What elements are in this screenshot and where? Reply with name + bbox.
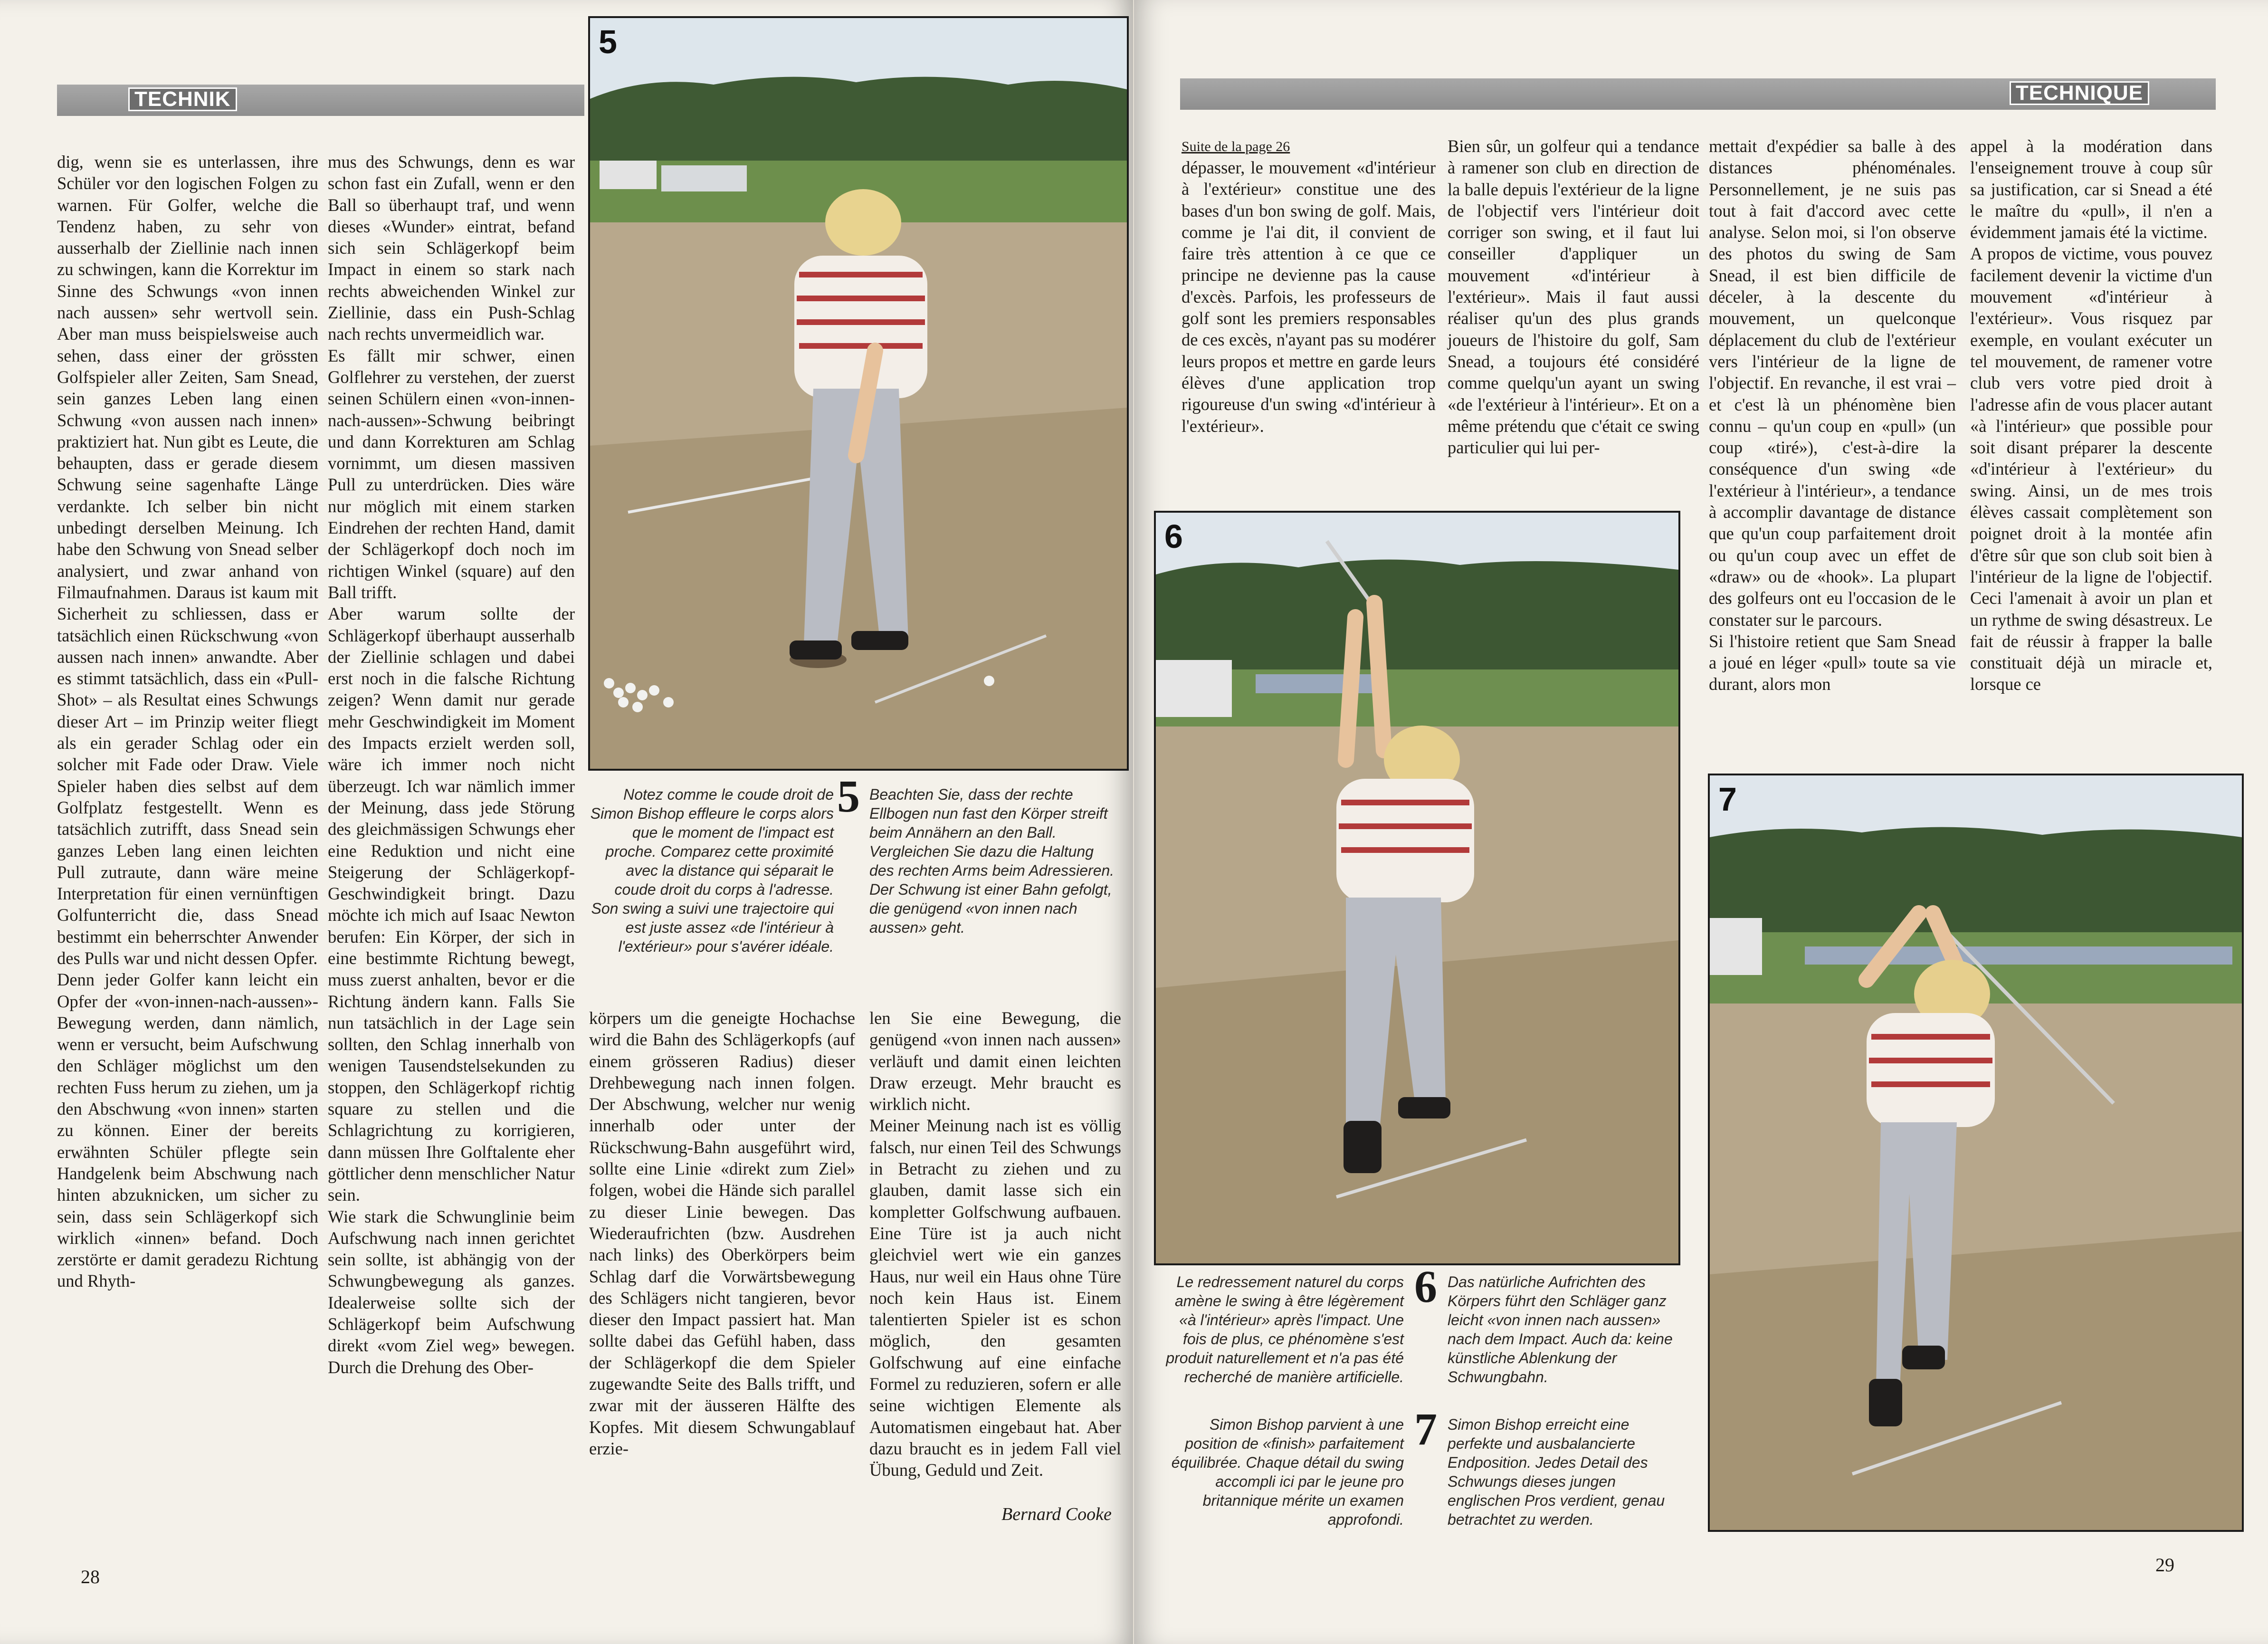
photo-number: 5	[599, 23, 617, 60]
paragraph: Denn jeder Golfer kann leicht ein Opfer der «von-innen-nach-aussen»-Bewegung werden, dann nämlich, wenn er versucht, beim Aufschwung den Schläger möglichst um den rechten Fuss herum zu ziehen, um ja den Abschwung «von innen» starten zu können. Einer der bereits erwähnten Schüler pflegte sein Handgelenk beim Abschwung nach hinten abzuknicken, um sicher zu sein, dass sein Schlägerkopf sich wirklich «innen» befand. Doch zerstörte er damit geradezu Richtung und Rhyth-	[57, 970, 318, 1291]
paragraph: Bien sûr, un golfeur qui a tendance à ramener son club en direction de la balle depuis l'extérieur de la ligne de l'objectif vers l'intérieur doit corriger son swing, et il faut lui conseiller d'appliquer un mouvement «d'intérieur à l'extérieur». Mais il faut aussi réaliser qu'un des plus grands joueurs de l'histoire du golf, Sam Snead, a toujours été considéré comme quelqu'un ayant un swing «de l'extérieur à l'intérieur». Et on a même prétendu que c'était ce swing particulier qui lui per-	[1448, 136, 1699, 458]
photo-number: 6	[1164, 518, 1183, 555]
paragraph: len Sie eine Bewegung, die genügend «von innen nach aussen» verläuft und damit einen leichten Draw erzeugt. Mehr braucht es wirklich nicht.	[869, 1008, 1121, 1114]
paragraph: mus des Schwungs, denn es war schon fast ein Zufall, wenn er den Ball so überhaupt traf, und wenn dieses «Wunder» eintrat, befand sich sein Schlägerkopf beim Impact in einem so stark nach rechts abweichenden Winkel zur Ziellinie, dass ein Push-Schlag nach rechts unvermeidlich war.	[328, 152, 575, 344]
photo-5-caption-french: Notez comme le coude droit de Simon Bishop effleure le corps alors que le moment de l'impact est proche. Comparez cette proximité avec la distance qui séparait le coude droit du corps à l'adresse. Son swing a suivi une trajectoire qui est juste assez «de l'intérieur à l'extérieur» pour s'avérer idéale.	[590, 786, 834, 955]
page-number-right: 29	[2155, 1554, 2174, 1576]
photo-7-caption-german: Simon Bishop erreicht eine perfekte und ausbalancierte Endposition. Jedes Detail des Schwungs dieses jungen englischen Pros verdient, genau betrachtet zu werden.	[1448, 1416, 1665, 1528]
page-number-left: 28	[81, 1566, 100, 1587]
paragraph: Aber warum sollte der Schlägerkopf überhaupt ausserhalb der Ziellinie schlagen und dabei erst noch in die falsche Richtung zeigen? Wenn damit nur gerade mehr Geschwindigkeit im Moment des Impacts erzielt werden soll, wäre ich immer noch nicht überzeugt. Ich war nämlich immer der Meinung, dass jede Störung des gleichmässigen Schwungs eher eine Reduktion und nicht eine Steigerung der Schlägerkopf-Geschwindigkeit bringt. Dazu möchte ich mich auf Isaac Newton berufen: Ein Körper, der sich in eine bestimmte Richtung bewegt, muss zuerst anhalten, bevor er die Richtung ändern kann. Falls Sie nun tatsächlich in der Lage sein sollten, den Schlag innerhalb von wenigen Tausendstelsekunden zu stoppen, den Schlägerkopf richtig square zu stellen und die Schlagrichtung zu korrigieren, dann müssen Ihre Golftalente eher göttlicher denn menschlicher Natur sein.	[328, 604, 575, 1205]
paragraph: mettait d'expédier sa balle à des distances phénoménales. Personnellement, je ne suis pas tout à fait d'accord avec cette analyse. Selon moi, si l'on observe des photos du swing de Sam Snead, il est bien difficile de déceler, à la descente du mouvement, un quelconque déplacement du club de l'extérieur vers l'intérieur de la ligne de l'objectif. En revanche, il est vrai – et c'est là un phénomène bien connu – qu'un coup en «pull» (un coup «tiré»), c'est-à-dire la conséquence d'un swing «de l'extérieur à l'intérieur», a tendance à accomplir davantage de distance que qu'un coup parfaitement droit ou qu'un coup avec un effet de «draw» ou de «hook». La plupart des golfeurs ont eu l'occasion de le constater sur le parcours.	[1709, 136, 1956, 630]
caption-number-7: 7	[1414, 1404, 1437, 1454]
paragraph: A propos de victime, vous pouvez facilement devenir la victime d'un mouvement «d'intérieur à l'extérieur». Vous risquez par exemple, en voulant exécuter un tel mouvement, de ramener votre club vers votre pied droit à l'adresse afin de vous placer autant «à l'intérieur» que possible pour soit disant préparer la descente «d'intérieur à l'extérieur» du swing. Ainsi, un de mes trois élèves cassait complètement son poignet droit à la montée afin d'être sûr que son club soit bien à l'intérieur de la ligne de l'objectif. Ceci l'amenait à avoir un plan et un rythme de swing désastreux. Le fait de réussir à frapper la balle constituait déjà un miracle et, lorsque ce	[1970, 244, 2212, 694]
article-column-1	[1182, 157, 1436, 437]
caption-number-6: 6	[1414, 1261, 1437, 1312]
paragraph: Wie stark die Schwunglinie beim Aufschwung nach innen gerichtet sein sollte, ist abhängig von der Schwungbewegung als ganzes. Idealerweise sollte sich der Schlägerkopf beim Aufschwung direkt «vom Ziel weg» bewegen. Durch die Drehung des Ober-	[328, 1206, 575, 1377]
paragraph: appel à la modération dans l'enseignement trouve à coup sûr sa justification, car si Snead a été le maître du «pull», il n'en a évidemment jamais été la victime.	[1970, 136, 2212, 242]
photo-7-caption-french: Simon Bishop parvient à une position de «finish» parfaitement équilibrée. Chaque détail du swing accompli ici par le jeune pro britannique mérite un examen approfondi.	[1171, 1416, 1404, 1528]
paragraph: Es fällt mir schwer, einen Golflehrer zu verstehen, der zuerst seinen Schülern einen «von-innen-nach-aussen»-Schwung beibringt und dann Korrekturen am Schlag vornimmt, um diesen massiven Pull zu unterdrücken. Dies wäre nur möglich mit einem starken Eindrehen der rechten Hand, damit der Schlägerkopf doch noch im richtigen Winkel (square) auf den Ball trifft.	[328, 345, 575, 602]
author-signature: Bernard Cooke	[1001, 1504, 1112, 1524]
photo-5-golfer-impact	[588, 16, 1129, 771]
photo-5-caption-german: Beachten Sie, dass der rechte Ellbogen nun fast den Körper streift beim Annähern an den Ball. Vergleichen Sie dazu die Haltung des rechten Arms beim Adressieren. Der Schwung ist einer Bahn gefolgt, die genügend «von innen nach aussen» geht.	[869, 786, 1115, 936]
continued-from-label: Suite de la page 26	[1182, 139, 1290, 154]
article-column-3	[589, 1007, 855, 1459]
section-band-left	[57, 85, 584, 116]
golfer-followthrough-image	[1156, 513, 1678, 1263]
paragraph: dig, wenn sie es unterlassen, ihre Schüler vor den logischen Folgen zu warnen. Für Golfer, welche die Tendenz haben, zu sehr von ausserhalb der Ziellinie nach innen zu schwingen, kann die Korrektur im Sinne des Schwungs «von innen nach aussen» sehr wertvoll sein. Aber man muss beispielsweise auch sehen, dass einer der grössten Golfspieler aller Zeiten, Sam Snead, sein ganzes Leben lang einen Schwung «von aussen nach innen» praktiziert hat. Nun gibt es Leute, die behaupten, dass er gerade diesem Schwung seine sagenhafte Länge verdankte. Ich selber bin nicht unbedingt derselben Meinung. Ich habe den Schwung von Snead selber analysiert, und zwar anhand von Filmaufnahmen. Daraus ist kaum mit Sicherheit zu schliessen, dass er tatsächlich einen Rückschwung «von aussen nach innen» anwandte. Aber es stimmt tatsächlich, dass ein «Pull-Shot» – als Resultat eines Schwungs dieser Art – im Prinzip weiter fliegt als ein gerader Schlag oder ein solcher mit Fade oder Draw. Viele Spieler haben dies selbst auf dem Golfplatz festgestellt. Wenn es tatsächlich zutrifft, dass Snead sein ganzes Leben lang einen leichten Pull zutraute, dann wäre meine Interpretation für einen vernünftigen Golfunterricht die, dass Snead bestimmt ein beherrschter Anwender des Pulls war und nicht dessen Opfer.	[57, 152, 318, 968]
paragraph: Meiner Meinung nach ist es völlig falsch, nur einen Teil des Schwungs in Betracht zu ziehen und zu glauben, damit lasse sich ein kompletter Golfschwung aufbauen. Eine Türe ist ja auch nicht gleichviel wert wie ein ganzes Haus, nur weil ein Haus ohne Türe noch kein Haus ist. Einem talentierten Spieler ist es schon möglich, den gesamten Golfschwung auf eine einfache Formel zu reduzieren, sofern er alle seine wichtigen Elemente als Automatismen eingebaut hat. Aber dazu braucht es in jedem Fall viel Übung, Geduld und Zeit.	[869, 1116, 1121, 1480]
paragraph: körpers um die geneigte Hochachse wird die Bahn des Schlägerkopfs (auf einem grösseren Radius) dieser Drehbewegung nach innen folgen. Der Abschwung, welcher nur wenig innerhalb oder unter der Rückschwung-Bahn ausgeführt wird, sollte eine Linie «direkt zum Ziel» folgen, wobei die Hände sich parallel zu dieser Linie bewegen. Das Wiederaufrichten (bzw. Ausdrehen nach links) des Oberkörpers beim Schlag darf die Vorwärtsbewegung des Schlägers nicht tangieren, bevor dieser den Impact passiert hat. Man sollte dabei das Gefühl haben, dass der Schlägerkopf die dem Spieler zugewandte Seite des Balls trifft, und zwar mit der äusseren Hälfte des Kopfes. Mit diesem Schwungablauf erzie-	[589, 1008, 855, 1458]
photo-6-caption-french: Le redressement naturel du corps amène le swing à être légèrement «à l'intérieur» après l'impact. Une fois de plus, ce phénomène s'est produit naturellement et n'a pas été recherché de manière artificielle.	[1166, 1273, 1404, 1386]
left-page	[0, 0, 1133, 1644]
section-label-technik: TECHNIK	[128, 87, 237, 111]
section-label-technique: TECHNIQUE	[2010, 81, 2149, 105]
photo-6-caption-german: Das natürliche Aufrichten des Körpers führt den Schläger ganz leicht «von innen nach aussen» nach dem Impact. Auch da: keine künstliche Ablenkung der Schwungbahn.	[1448, 1273, 1673, 1386]
caption-number-5: 5	[837, 771, 860, 822]
photo-number: 7	[1718, 781, 1737, 818]
article-column-4	[869, 1007, 1121, 1481]
article-column-2	[1448, 135, 1699, 458]
article-column-4	[1970, 135, 2212, 695]
right-page	[1134, 0, 2268, 1644]
article-column-1	[57, 151, 318, 1292]
article-column-3	[1709, 135, 1956, 695]
section-band-right	[1180, 78, 2216, 110]
golfer-finish-image	[1710, 775, 2242, 1530]
photo-7-golfer-finish	[1708, 774, 2244, 1532]
paragraph: dépasser, le mouvement «d'intérieur à l'extérieur» constitue une des bases d'un bon swing de golf. Mais, comme je l'ai dit, il convient de faire très attention à ce que ce principe ne devienne pas la cause d'excès. Parfois, les professeurs de golf sont les premiers responsables de ces excès, n'ayant pas su modérer leurs propos et mettre en garde leurs élèves d'une application trop rigoureuse d'un swing «d'intérieur à l'extérieur».	[1182, 158, 1436, 436]
paragraph: Si l'histoire retient que Sam Snead a joué en léger «pull» toute sa vie durant, alors mon	[1709, 631, 1956, 694]
photo-6-golfer-followthrough	[1154, 511, 1680, 1265]
article-column-2	[328, 151, 575, 1378]
golfer-impact-image	[590, 18, 1127, 769]
